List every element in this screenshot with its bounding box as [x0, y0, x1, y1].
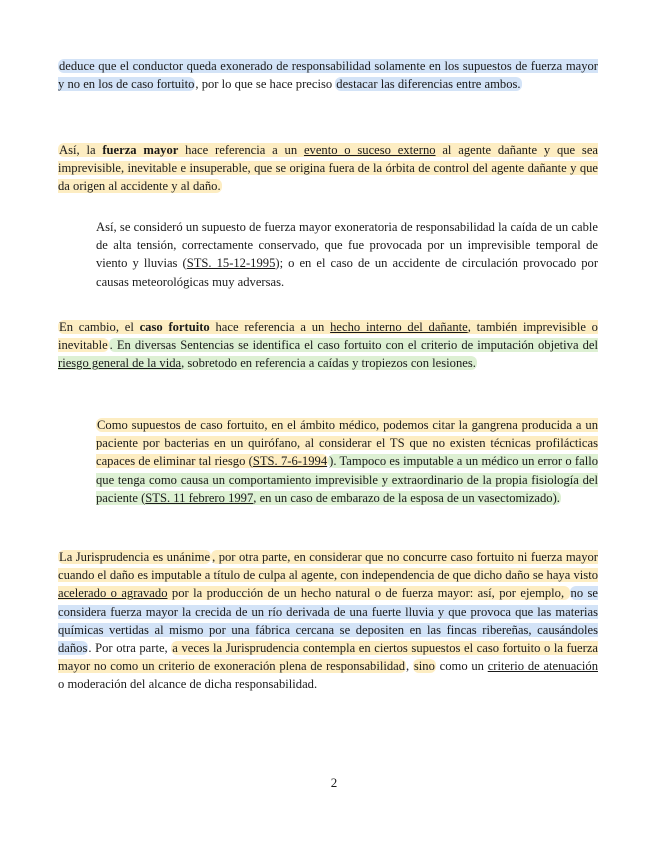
- text-run: como un: [435, 659, 488, 674]
- text-run: ); o en el caso de un accidente de circulación provocado por causas meteorológicas muy adversas.: [96, 256, 599, 289]
- text-run: , también imprevisible o inevitable: [58, 320, 598, 353]
- text-run: por la producción de un hecho natural o de fuerza mayor: así, por ejemplo,: [167, 586, 569, 601]
- text-run: . En diversas Sentencias se identifica el caso fortuito con el criterio de imputación objetiva del: [109, 338, 598, 353]
- paragraph-2: [58, 141, 598, 196]
- citation-link[interactable]: STS. 11 febrero 1997: [145, 490, 254, 505]
- page-number: 2: [330, 775, 338, 790]
- underlined-term: acelerado o agravado: [58, 586, 168, 601]
- paragraph-4: [58, 318, 598, 373]
- highlight-blue: destacar las diferencias entre ambos.: [336, 77, 521, 92]
- text-run: , en un caso de embarazo de la esposa de un vasectomizado).: [253, 490, 560, 505]
- highlight-green: [58, 338, 598, 370]
- citation-link[interactable]: STS. 7-6-1994: [252, 454, 328, 469]
- text-run: hace referencia a un: [209, 320, 331, 334]
- highlight-yellow: a veces la Jurisprudencia contempla en ciertos supuestos el caso fortuito o la fuerza mayor no como un criterio de exoneración plena de responsabilidad: [58, 641, 599, 674]
- text-run: o moderación del alcance de dicha responsabilidad.: [58, 677, 318, 692]
- text-run: . Por otra parte,: [88, 641, 172, 656]
- text-run: Así, se consideró un supuesto de fuerza mayor exoneratoria de responsabilidad la caída de un cable de alta tensión, correctamente conservado, que fue provocada por un imprevisible temporal de viento y lluvias (: [96, 220, 598, 271]
- text-run: Como supuestos de caso fortuito, en el ámbito médico, podemos citar la gangrena producida a un paciente por bacterias en un quirófano, al considerar el TS que no existen técnicas profilácticas capaces de eliminar tal riesgo (: [96, 418, 598, 469]
- text-run: hace referencia a un: [178, 143, 304, 157]
- text-run: Así, la: [59, 143, 103, 157]
- highlight-blue: no se considera fuerza mayor la crecida de un río derivada de una fuerte lluvia y que provoca que las materias químicas vertidas al mismo por una fábrica cercana se depositen en las fincas ribereñas, causándoles daños: [58, 586, 599, 656]
- highlight-yellow: [58, 143, 598, 193]
- underlined-term: evento o suceso externo: [303, 143, 436, 157]
- text-run: En cambio, el: [59, 320, 140, 334]
- paragraph-3: [96, 218, 598, 291]
- text-run: al agente dañante y que sea imprevisible, inevitable e insuperable, que se origina fuera de la órbita de control del agente dañante y que da origen al accidente y al daño.: [58, 143, 599, 194]
- citation-link[interactable]: STS. 15-12-1995: [186, 256, 276, 271]
- text-run: , por lo que se hace preciso: [195, 77, 336, 92]
- bold-term: fuerza mayor: [102, 143, 179, 157]
- highlight-yellow: La Jurisprudencia es unánime: [59, 550, 211, 564]
- text-run: , por otra parte, en considerar que no concurre caso fortuito ni fuerza mayor cuando el daño es imputable a título de culpa al agente, con independencia de que dicho daño se haya visto: [58, 550, 599, 583]
- text-run: ). Tampoco es imputable a un médico un error o fallo que tenga como causa un comportamiento imprevisible y extraordinario de la propia fisiología del paciente (: [96, 454, 599, 505]
- bold-term: caso fortuito: [139, 320, 210, 334]
- highlight-blue: deduce que el conductor queda exonerado de responsabilidad solamente en los supuestos de fuerza mayor y no en los de caso fortuito: [58, 59, 598, 92]
- text-run: , sobretodo en referencia a caídas y tropiezos con lesiones.: [181, 356, 476, 371]
- underlined-term: criterio de atenuación: [487, 659, 598, 674]
- highlight-yellow: sino: [413, 659, 435, 674]
- paragraph-6: [58, 548, 598, 694]
- underlined-term: riesgo general de la vida: [58, 356, 182, 371]
- text-run: ,: [406, 659, 413, 674]
- underlined-term: hecho interno del dañante: [330, 320, 468, 334]
- paragraph-5: [96, 416, 598, 507]
- paragraph-1: [58, 57, 598, 93]
